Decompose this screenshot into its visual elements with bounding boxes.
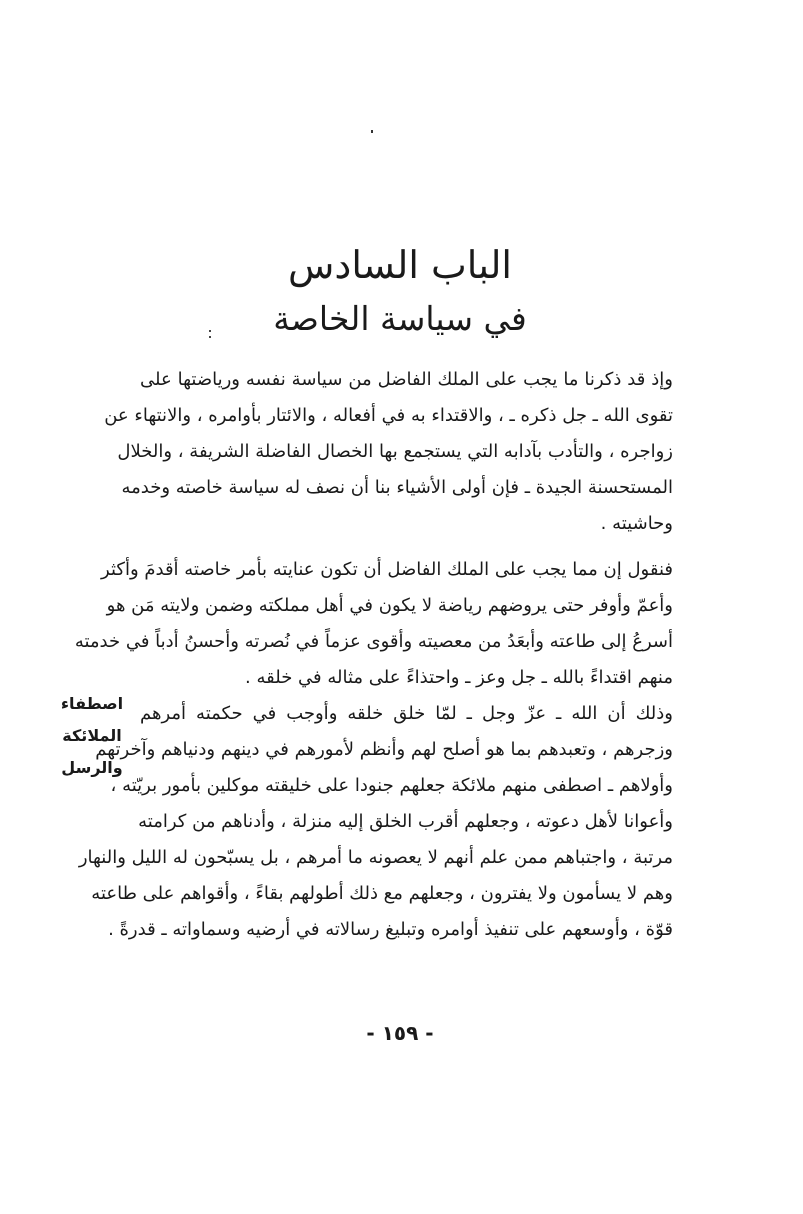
text-line: وأعمّ وأوفر حتى يروضهم رياضة لا يكون في أهل مملكته وضمن ولايته مَن هو <box>106 595 673 616</box>
margin-note-line: اصطفاء <box>60 694 124 713</box>
text-line: وأولاهم ـ اصطفى منهم ملائكة جعلهم جنودا على خليقته موكلين بأمور بريّته ، <box>110 775 673 796</box>
chapter-subtitle: في سياسة الخاصة <box>273 299 527 338</box>
text-line: منهم اقتداءً بالله ـ جل وعز ـ واحتذاءً على مثاله في خلقه . <box>245 667 673 688</box>
text-line: وزجرهم ، وتعبدهم بما هو أصلح لهم وأنظم لأمورهم في دينهم ودنياهم وآخرتهم <box>95 739 673 760</box>
text-line: المستحسنة الجيدة ـ فإن أولى الأشياء بنا أن نصف له سياسة خاصته وخدمه <box>121 477 673 498</box>
margin-note <box>52 688 132 784</box>
margin-note-line: والرسل <box>61 758 123 777</box>
text-line: زواجره ، والتأدب بآدابه التي يستجمع بها الخصال الفاضلة الشريفة ، والخلال <box>117 441 673 462</box>
text-line: مرتبة ، واجتباهم ممن علم أنهم لا يعصونه ما أمرهم ، بل يسبّحون له الليل والنهار <box>78 847 673 868</box>
text-line: قوّة ، وأوسعهم على تنفيذ أوامره وتبليغ رسالاته في أرضيه وسماواته ـ قدرةً . <box>108 919 673 940</box>
text-line: فنقول إن مما يجب على الملك الفاضل أن تكون عنايته بأمر خاصته أقدمَ وأكثر <box>101 559 673 580</box>
text-line: وذلك أن الله ـ عزّ وجل ـ لمّا خلق خلقه وأوجب في حكمته أمرهم <box>140 703 673 724</box>
text-line: وحاشيته . <box>600 513 673 534</box>
text-line: أسرعُ إلى طاعته وأبعَدُ من معصيته وأقوى عزماً في نُصرته وأحسنُ أدباً في خدمته <box>74 631 673 652</box>
text-line: وأعوانا لأهل دعوته ، وجعلهم أقرب الخلق إليه منزلة ، وأدناهم من كرامته <box>138 811 673 832</box>
ink-speck <box>371 130 373 133</box>
chapter-title: الباب السادس <box>288 243 512 287</box>
text-line: وهم لا يسأمون ولا يفترون ، وجعلهم مع ذلك أطولهم بقاءً ، وأقواهم على طاعته <box>91 883 673 904</box>
margin-note-line: الملائكة <box>62 726 122 745</box>
text-line: وإذ قد ذكرنا ما يجب على الملك الفاضل من سياسة نفسه ورياضتها على <box>140 369 673 390</box>
text-line: تقوى الله ـ جل ذكره ـ ، والاقتداء به في أفعاله ، والائتار بأوامره ، والانتهاء عن <box>104 405 673 426</box>
page-number: - ١٥٩ - <box>366 1021 434 1045</box>
